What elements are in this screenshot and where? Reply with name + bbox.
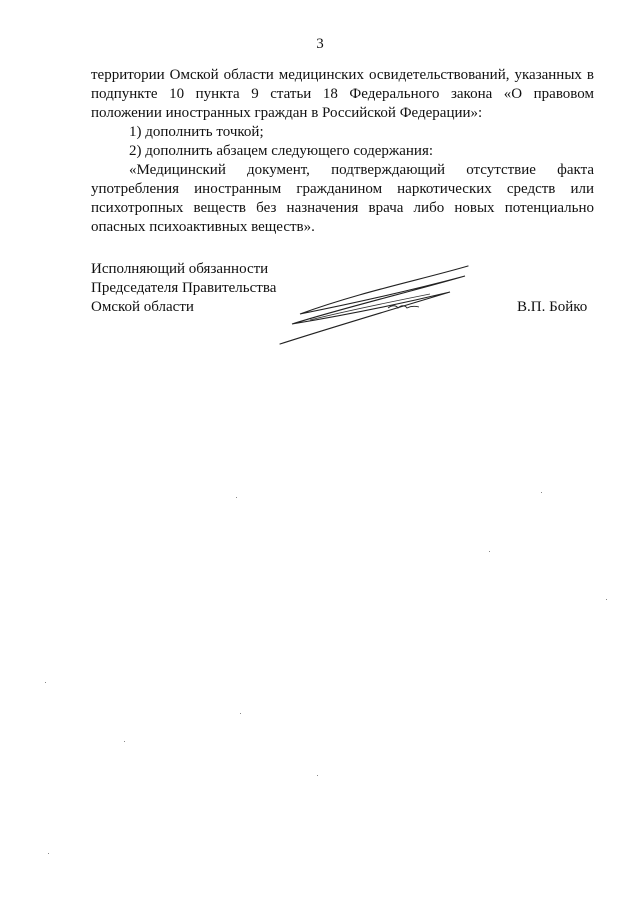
signatory-position-line-2: Председателя Правительства bbox=[91, 280, 277, 296]
scan-speck bbox=[45, 682, 46, 683]
signatory-position-line-1: Исполняющий обязанности bbox=[91, 261, 269, 277]
scan-speck bbox=[48, 853, 49, 854]
handwritten-signature bbox=[270, 262, 480, 348]
scan-speck bbox=[541, 492, 542, 493]
paragraph-continuation: территории Омской области медицинских освидетельствований, указанных в подпункте 10 пункта 9 статьи 18 Федерального закона «О правовом положении иностранных граждан в Российской Федерации»: bbox=[91, 67, 594, 121]
paragraph-item-1: 1) дополнить точкой; bbox=[129, 124, 264, 140]
scan-speck bbox=[317, 775, 318, 776]
paragraph-item-2: 2) дополнить абзацем следующего содержания: bbox=[129, 143, 434, 159]
scan-speck bbox=[606, 599, 607, 600]
paragraph-quote: «Медицинский документ, подтверждающий отсутствие факта употребления иностранным гражданином наркотических средств или психотропных веществ без назначения врача либо новых потенциально опасных психоактивных веществ». bbox=[91, 162, 594, 235]
scan-speck bbox=[240, 713, 241, 714]
signatory-name: В.П. Бойко bbox=[517, 299, 588, 315]
page-number: 3 bbox=[316, 36, 324, 52]
signatory-position-line-3: Омской области bbox=[91, 299, 194, 315]
document-body bbox=[91, 66, 594, 237]
scan-speck bbox=[236, 497, 237, 498]
scan-speck bbox=[124, 741, 125, 742]
scan-speck bbox=[489, 551, 490, 552]
signatory-position bbox=[91, 260, 276, 317]
